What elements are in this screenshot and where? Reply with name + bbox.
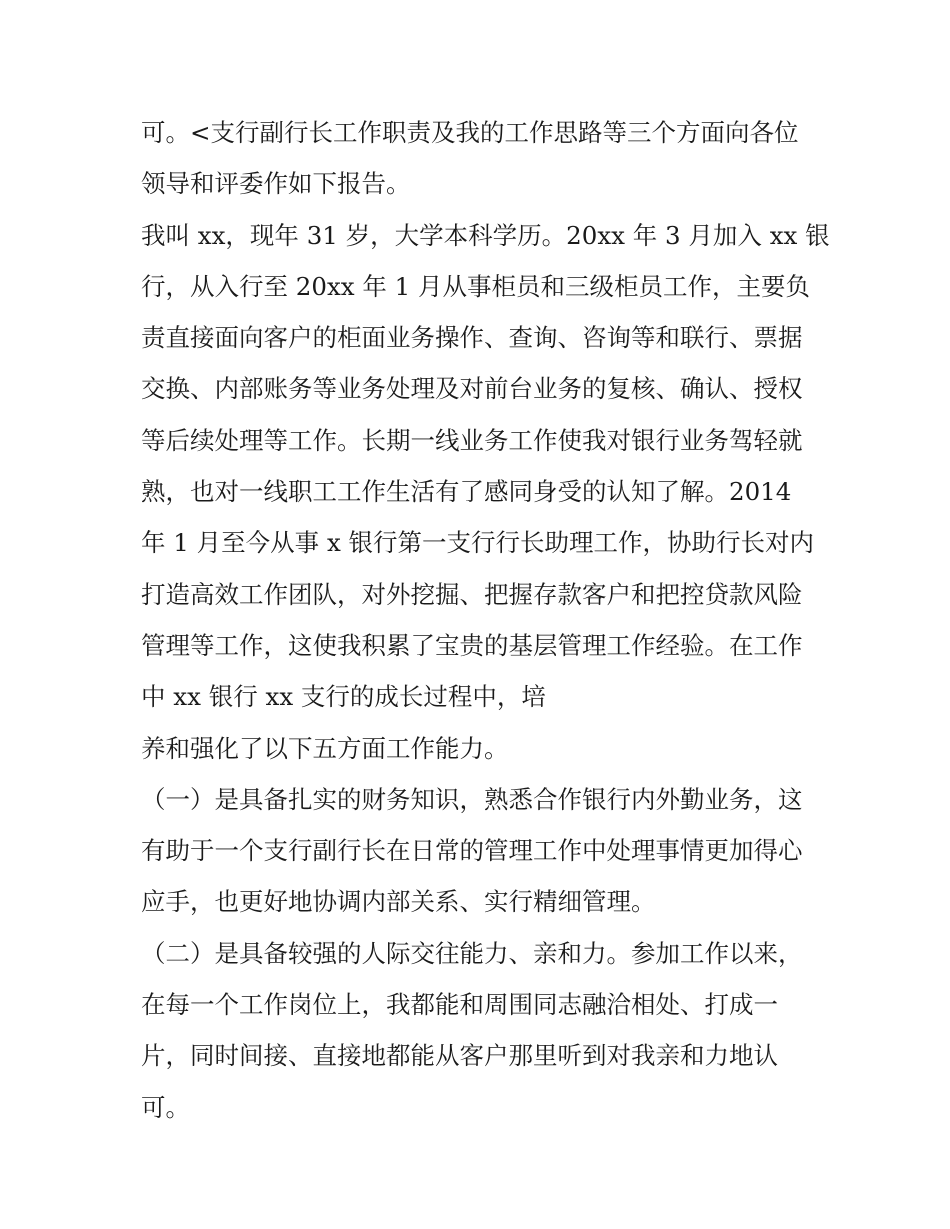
- text-line: 打造高效工作团队，对外挖掘、把握存款客户和把控贷款风险: [141, 579, 803, 609]
- text-line: 中 xx 银行 xx 支行的成长过程中，培: [141, 682, 546, 712]
- text-line: 在每一个工作岗位上，我都能和周围同志融洽相处、打成一: [141, 990, 778, 1020]
- text-line: 行，从入行至 20xx 年 1 月从事柜员和三级柜员工作，主要负: [141, 271, 811, 301]
- text-line: （二）是具备较强的人际交往能力、亲和力。参加工作以来，: [141, 938, 803, 968]
- text-line: 领导和评委作如下报告。: [141, 169, 411, 199]
- text-line: 交换、内部账务等业务处理及对前台业务的复核、确认、授权: [141, 374, 803, 404]
- text-line: 养和强化了以下五方面工作能力。: [141, 733, 509, 763]
- text-line: 可。<支行副行长工作职责及我的工作思路等三个方面向各位: [141, 118, 799, 147]
- text-line: 等后续处理等工作。长期一线业务工作使我对银行业务驾轻就: [141, 425, 803, 455]
- text-line: 有助于一个支行副行长在日常的管理工作中处理事情更加得心: [141, 836, 803, 866]
- text-line: 年 1 月至今从事 x 银行第一支行行长助理工作，协助行长对内: [141, 528, 815, 558]
- text-line: 管理等工作，这使我积累了宝贵的基层管理工作经验。在工作: [141, 630, 803, 660]
- text-line: 应手，也更好地协调内部关系、实行精细管理。: [141, 887, 656, 917]
- text-line: 熟，也对一线职工工作生活有了感同身受的认知了解。2014: [141, 477, 792, 507]
- text-line: （一）是具备扎实的财务知识，熟悉合作银行内外勤业务，这: [141, 784, 803, 814]
- text-line: 责直接面向客户的柜面业务操作、查询、咨询等和联行、票据: [141, 323, 803, 353]
- document-body: [141, 107, 830, 1133]
- text-line: 片，同时间接、直接地都能从客户那里听到对我亲和力地认: [141, 1041, 778, 1071]
- text-line: 可。: [141, 1092, 190, 1122]
- text-line: 我叫 xx，现年 31 岁，大学本科学历。20xx 年 3 月加入 xx 银: [141, 220, 830, 250]
